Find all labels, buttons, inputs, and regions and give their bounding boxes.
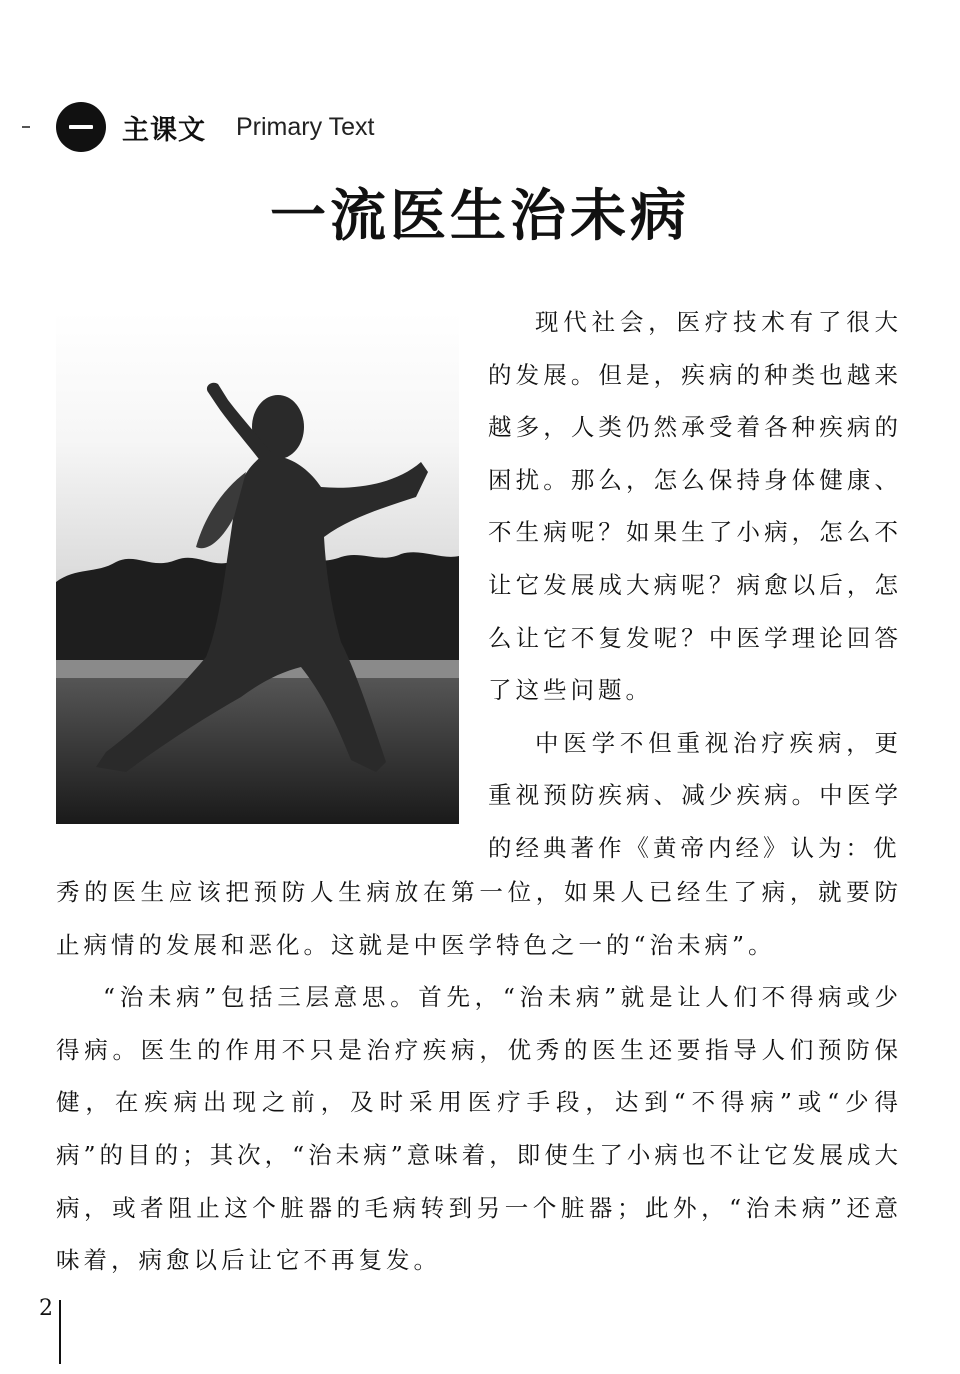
section-header bbox=[56, 102, 374, 152]
section-title-en: Primary Text bbox=[236, 112, 375, 141]
section-title-cn: 主课文 bbox=[122, 114, 206, 146]
paragraph-1: 现代社会，医疗技术有了很大的发展。但是，疾病的种类也越来越多，人类仍然承受着各种疾病的困扰。那么，怎么保持身体健康、不生病呢？如果生了小病，怎么不让它发展成大病呢？病愈以后，怎么让它不复发呢？中医学理论回答了这些问题。 bbox=[488, 308, 902, 705]
page-number: 2 bbox=[39, 1296, 53, 1321]
paragraph-2-continued: 秀的医生应该把预防人生病放在第一位，如果人已经生了病，就要防止病情的发展和恶化。这就是中医学特色之一的“治未病”。 bbox=[56, 878, 902, 959]
dash-icon bbox=[69, 125, 93, 129]
scan-mark bbox=[22, 126, 30, 128]
paragraph-3: “治未病”包括三层意思。首先，“治未病”就是让人们不得病或少得病。医生的作用不只是治疗疾病，优秀的医生还要指导人们预防保健，在疾病出现之前，及时采用医疗手段，达到“不得病”或“少得病”的目的；其次，“治未病”意味着，即使生了小病也不让它发展成大病，或者阻止这个脏器的毛病转到另一个脏器；此外，“治未病”还意味着，病愈以后让它不再复发。 bbox=[56, 983, 902, 1275]
section-number-badge bbox=[56, 102, 106, 152]
page-number-rule bbox=[59, 1300, 61, 1364]
tai-chi-photo bbox=[56, 312, 459, 824]
paragraph-2-start: 中医学不但重视治疗疾病，更重视预防疾病、减少疾病。中医学的经典著作《黄帝内经》认为：优 bbox=[488, 728, 902, 862]
page-title: 一流医生治未病 bbox=[270, 183, 690, 249]
intro-text-column bbox=[488, 296, 902, 875]
main-text-body bbox=[56, 866, 902, 1287]
